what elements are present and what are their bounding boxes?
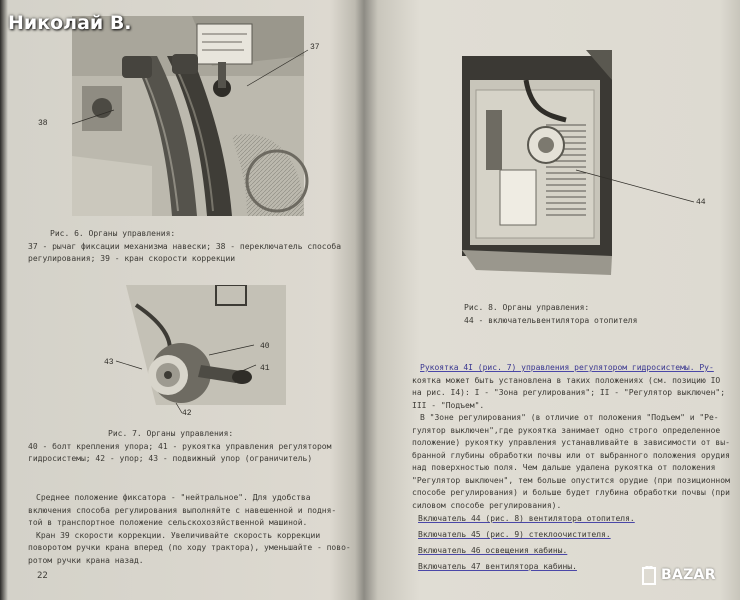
paragraph-line: той в транспортное положение сельскохозяйственной машиной. [28, 518, 308, 527]
switch-item: Включатель 45 (рис. 9) стеклоочистителя. [418, 530, 611, 539]
figure-6-caption-line: регулирования; 39 - кран скорости коррекции [28, 254, 236, 263]
paragraph-line: коятка может быть установлена в таких положениях (см. позицию IO [412, 375, 721, 385]
left-body-paragraph [28, 492, 351, 567]
paragraph-line: над поверхностью поля. Чем дальше удалена рукоятка от положения [412, 463, 716, 472]
bazar-logo [640, 560, 736, 596]
switch-item: Включатель 46 освещения кабины. [418, 546, 568, 555]
paragraph-line: силовом способе регулирования). [412, 500, 562, 510]
right-page [366, 0, 740, 600]
callout-40: 40 [260, 342, 270, 351]
figure-7-caption [28, 428, 331, 466]
callout-43: 43 [104, 358, 114, 367]
figure-8-caption [464, 302, 637, 327]
paragraph-line: включения способа регулирования выполняйте с навешенной и подня- [28, 505, 337, 515]
paragraph-line: поворотом ручки крана вперед (по ходу трактора), уменьшайте - пово- [28, 543, 351, 552]
paragraph-line: бранной глубины обработки почвы или от выбранного положения орудия [412, 450, 730, 460]
paragraph-line: "Регулятор выключен", тем больше опустится орудие (при позиционном [412, 475, 730, 485]
figure-8-heater-photo [456, 50, 726, 280]
seller-watermark: Николай В. [8, 12, 132, 34]
paragraph-line: гулятор выключен",где рукоятка занимает одно строго определенное [412, 425, 721, 435]
paragraph-line: Рукоятка 4I (рис. 7) управления регулятором гидросистемы. Ру- [420, 363, 714, 372]
figure-8-caption-line: 44 - включательвентилятора отопителя [464, 315, 638, 325]
right-body-paragraph [412, 362, 730, 512]
figure-6-caption-line: 37 - рычаг фиксации механизма навески; 38 - переключатель способа [28, 241, 342, 251]
figure-6-caption [28, 228, 341, 266]
left-page [0, 0, 362, 600]
figure-7-caption-line: гидросистемы; 42 - упор; 43 - подвижный упор (ограничитель) [28, 454, 313, 463]
bazar-logo-text: BAZAR [661, 567, 716, 583]
paragraph-line: В "Зоне регулирования" (в отличие от положения "Подъем" и "Ре- [420, 413, 719, 422]
page-number: 22 [37, 571, 48, 581]
callout-42: 42 [182, 409, 192, 418]
figure-6-controls-photo [72, 16, 324, 216]
paragraph-line: ротом ручки крана назад. [28, 555, 144, 565]
switch-item: Включатель 47 вентилятора кабины. [418, 562, 577, 571]
paragraph-line: положение) рукоятку управления устанавливайте в зависимости от вы- [412, 438, 730, 447]
figure-8-title: Рис. 8. Органы управления: [464, 303, 590, 312]
paragraph-line: III - "Подъем". [412, 400, 485, 410]
paragraph-line: Кран 39 скорости коррекции. Увеличивайте скорость коррекции [36, 530, 321, 540]
figure-7-title: Рис. 7. Органы управления: [108, 429, 234, 438]
paragraph-line: Среднее положение фиксатора - "нейтральное". Для удобства [36, 493, 311, 502]
switch-item: Включатель 44 (рис. 8) вентилятора отопителя. [418, 514, 635, 523]
callout-37: 37 [310, 43, 320, 52]
callout-38: 38 [38, 119, 48, 128]
callout-44: 44 [696, 198, 706, 207]
paragraph-line: на рис. I4): I - "Зона регулирования"; II - "Регулятор выключен"; [412, 388, 726, 397]
paragraph-line: способе регулирования) и больше будет глубина обработки почвы (при [412, 488, 730, 497]
figure-7-caption-line: 40 - болт крепления упора; 41 - рукоятка управления регулятором [28, 441, 332, 451]
callout-41: 41 [260, 364, 270, 373]
figure-6-title: Рис. 6. Органы управления: [50, 229, 176, 238]
bazar-logo-icon [640, 566, 658, 586]
